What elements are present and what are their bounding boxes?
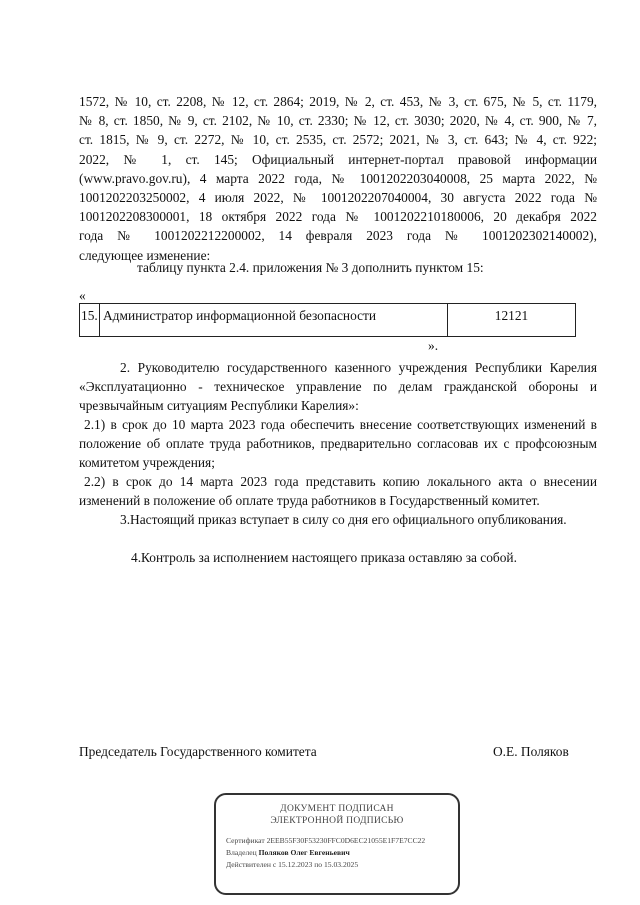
e-signature-stamp [214, 793, 460, 895]
stamp-validity: Действителен с 15.12.2023 по 15.03.2025 [226, 860, 359, 869]
stamp-certificate [226, 836, 425, 845]
open-quote: « [79, 288, 86, 303]
stamp-line-2: ЭЛЕКТРОННОЙ ПОДПИСЬЮ [270, 816, 404, 826]
preamble-line: № 8, ст. 1850, № 9, ст. 2102, № 10, ст. 2330; № 12, ст. 3030; 2020, № 4, ст. 900, № 7, [79, 113, 597, 129]
stamp-cert-value: 2EEB55F30F53230FFC0D6EC21055E1F7E7CC22 [266, 836, 426, 845]
signature-title: Председатель Государственного комитета [79, 744, 317, 759]
signature-name: О.Е. Поляков [493, 744, 569, 759]
preamble-line: следующее изменение: [79, 247, 211, 263]
preamble-line: 1001202208300001, 18 октября 2022 года № 1001202210180006, 20 декабря 2022 [79, 209, 597, 225]
stamp-owner-value: Поляков Олег Евгеньевич [258, 848, 350, 857]
preamble-line: 1572, № 10, ст. 2208, № 12, ст. 2864; 2019, № 2, ст. 453, № 3, ст. 675, № 5, ст. 1179, [79, 94, 597, 109]
preamble-line: ст. 1815, № 9, ст. 2272, № 10, ст. 2535, ст. 2572; 2021, № 3, ст. 643; № 4, ст. 922; [79, 132, 597, 148]
close-quote: ». [428, 338, 439, 353]
table-intro: таблицу пункта 2.4. приложения № 3 дополнить пунктом 15: [137, 260, 484, 275]
preamble-paragraph [79, 92, 597, 265]
stamp-owner [226, 848, 350, 857]
table-cell-position: Администратор информационной безопасности [100, 304, 448, 336]
item-4: 4.Контроль за исполнением настоящего приказа оставляю за собой. [131, 550, 517, 565]
preamble-line: (www.pravo.gov.ru), 4 марта 2022 года, № 1001202203040008, 25 марта 2022, № [79, 170, 597, 186]
stamp-cert-label: Сертификат [226, 836, 265, 845]
table-cell-code: 12121 [494, 308, 529, 323]
preamble-line: 2022, № 1, ст. 145; Официальный интернет-портал правовой информации [79, 151, 597, 167]
preamble-line: 1001202203250002, 4 июля 2022, № 1001202207040004, 30 августа 2022 года № [79, 190, 597, 206]
item-2: 2. Руководителю государственного казенного учреждения Республики Карелия «Эксплуатационно - техническое управление по делам гражданской обороны и чрезвычайным ситуациям Республики Карелия»: [79, 360, 597, 414]
item-3: 3.Настоящий приказ вступает в силу со дня его официального опубликования. [120, 512, 567, 527]
preamble-line: года № 1001202212200002, 14 февраля 2023 года № 1001202302140002), [79, 228, 597, 244]
stamp-line-1: ДОКУМЕНТ ПОДПИСАН [280, 804, 394, 814]
item-2-1: 2.1) в срок до 10 марта 2023 года обеспечить внесение соответствующих изменений в положение об оплате труда работников, предварительно согласовав их с профсоюзным комитетом учреждения; [79, 417, 597, 471]
staff-table [79, 303, 576, 337]
item-2-2: 2.2) в срок до 14 марта 2023 года представить копию локального акта о внесении изменений в положение об оплате труда работников в Государственный комитет. [79, 474, 597, 509]
stamp-owner-label: Владелец [226, 848, 257, 857]
table-cell-number: 15. [80, 304, 100, 336]
